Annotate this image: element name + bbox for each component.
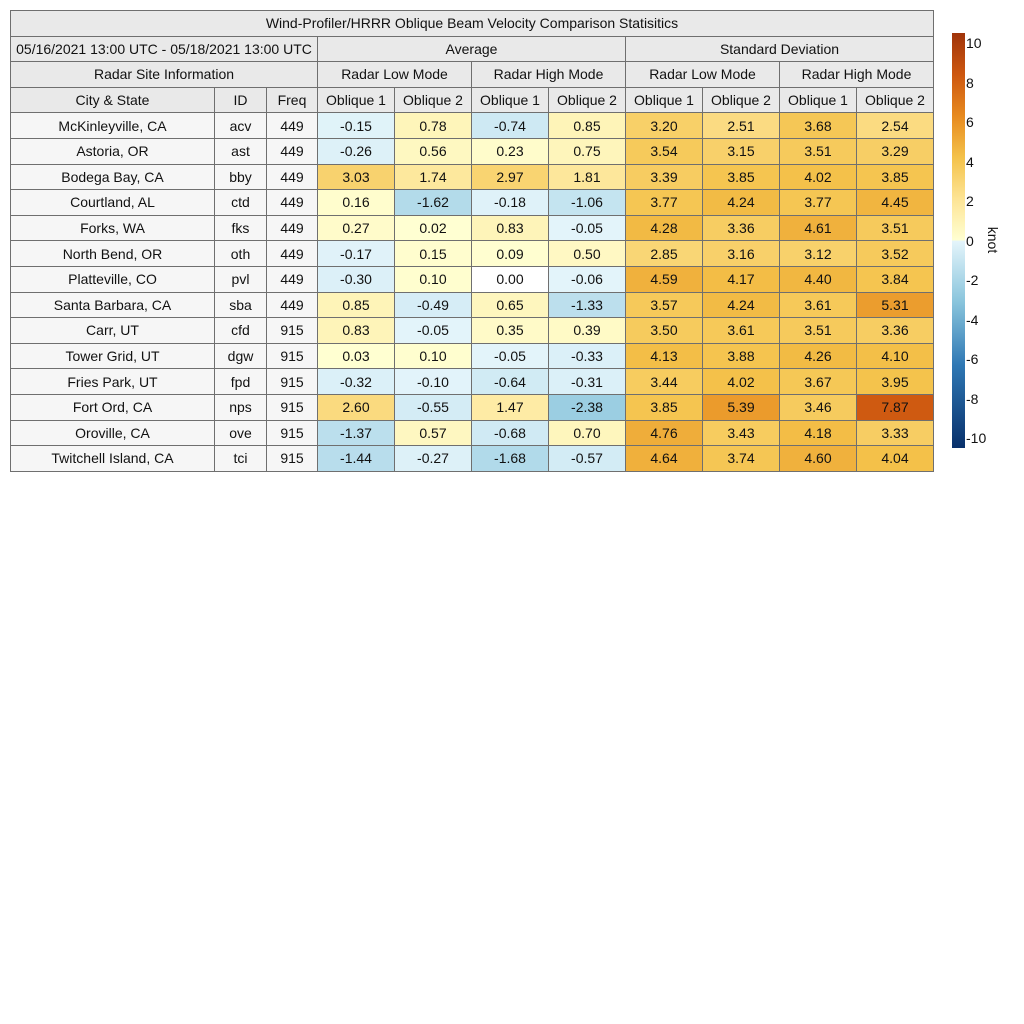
value-cell: 2.51 bbox=[703, 113, 780, 139]
column-header-id: ID bbox=[215, 87, 267, 113]
table-row bbox=[11, 446, 934, 472]
value-cell: 3.85 bbox=[703, 164, 780, 190]
value-cell: 4.45 bbox=[857, 190, 934, 216]
value-cell: 1.74 bbox=[395, 164, 472, 190]
value-cell: 3.15 bbox=[703, 138, 780, 164]
value-cell: 0.65 bbox=[472, 292, 549, 318]
column-header-oblique: Oblique 1 bbox=[318, 87, 395, 113]
site-id-cell: pvl bbox=[215, 266, 267, 292]
column-header-freq: Freq bbox=[267, 87, 318, 113]
value-cell: 3.39 bbox=[626, 164, 703, 190]
table-row bbox=[11, 292, 934, 318]
site-id-cell: tci bbox=[215, 446, 267, 472]
value-cell: 3.95 bbox=[857, 369, 934, 395]
column-header-oblique: Oblique 2 bbox=[703, 87, 780, 113]
value-cell: -0.64 bbox=[472, 369, 549, 395]
value-cell: 0.16 bbox=[318, 190, 395, 216]
value-cell: -0.26 bbox=[318, 138, 395, 164]
site-freq-cell: 449 bbox=[267, 113, 318, 139]
site-id-cell: ast bbox=[215, 138, 267, 164]
colorbar-tick-label: 4 bbox=[966, 153, 974, 170]
colorbar-tick-label: -2 bbox=[966, 272, 979, 288]
value-cell: 0.50 bbox=[549, 241, 626, 267]
radar-site-info-header: Radar Site Information bbox=[11, 62, 318, 88]
value-cell: 2.54 bbox=[857, 113, 934, 139]
value-cell: 5.39 bbox=[703, 394, 780, 420]
site-city-cell: McKinleyville, CA bbox=[11, 113, 215, 139]
value-cell: 3.77 bbox=[626, 190, 703, 216]
value-cell: -0.10 bbox=[395, 369, 472, 395]
table-row bbox=[11, 215, 934, 241]
site-city-cell: Carr, UT bbox=[11, 318, 215, 344]
value-cell: 4.10 bbox=[857, 343, 934, 369]
value-cell: -0.32 bbox=[318, 369, 395, 395]
colorbar-tick-label: -10 bbox=[966, 430, 987, 446]
value-cell: 0.78 bbox=[395, 113, 472, 139]
value-cell: -0.18 bbox=[472, 190, 549, 216]
column-header-oblique: Oblique 2 bbox=[549, 87, 626, 113]
group-header-standard-deviation: Standard Deviation bbox=[626, 36, 934, 62]
value-cell: 3.74 bbox=[703, 446, 780, 472]
table-row bbox=[11, 394, 934, 420]
value-cell: -1.37 bbox=[318, 420, 395, 446]
site-city-cell: Oroville, CA bbox=[11, 420, 215, 446]
value-cell: 0.70 bbox=[549, 420, 626, 446]
value-cell: -0.57 bbox=[549, 446, 626, 472]
value-cell: 0.56 bbox=[395, 138, 472, 164]
value-cell: -0.17 bbox=[318, 241, 395, 267]
value-cell: 3.44 bbox=[626, 369, 703, 395]
value-cell: 3.61 bbox=[780, 292, 857, 318]
value-cell: 0.27 bbox=[318, 215, 395, 241]
value-cell: 0.00 bbox=[472, 266, 549, 292]
site-id-cell: acv bbox=[215, 113, 267, 139]
value-cell: 3.51 bbox=[780, 318, 857, 344]
value-cell: 0.15 bbox=[395, 241, 472, 267]
value-cell: -0.05 bbox=[549, 215, 626, 241]
colorbar-tick-label: -8 bbox=[966, 390, 979, 407]
value-cell: 3.54 bbox=[626, 138, 703, 164]
site-freq-cell: 915 bbox=[267, 369, 318, 395]
site-city-cell: Fort Ord, CA bbox=[11, 394, 215, 420]
value-cell: 0.35 bbox=[472, 318, 549, 344]
site-freq-cell: 449 bbox=[267, 292, 318, 318]
colorbar-tick-label: 0 bbox=[966, 232, 974, 249]
site-freq-cell: 915 bbox=[267, 394, 318, 420]
value-cell: 3.33 bbox=[857, 420, 934, 446]
value-cell: -0.06 bbox=[549, 266, 626, 292]
site-freq-cell: 449 bbox=[267, 241, 318, 267]
colorbar-tick-label: -6 bbox=[966, 351, 979, 367]
site-id-cell: cfd bbox=[215, 318, 267, 344]
value-cell: 3.51 bbox=[780, 138, 857, 164]
value-cell: 3.84 bbox=[857, 266, 934, 292]
value-cell: 4.40 bbox=[780, 266, 857, 292]
site-id-cell: bby bbox=[215, 164, 267, 190]
value-cell: -0.27 bbox=[395, 446, 472, 472]
site-freq-cell: 449 bbox=[267, 190, 318, 216]
value-cell: 2.97 bbox=[472, 164, 549, 190]
site-id-cell: fpd bbox=[215, 369, 267, 395]
value-cell: 0.39 bbox=[549, 318, 626, 344]
value-cell: 4.17 bbox=[703, 266, 780, 292]
value-cell: 3.36 bbox=[703, 215, 780, 241]
value-cell: -0.33 bbox=[549, 343, 626, 369]
colorbar-unit-label: knot bbox=[985, 226, 1001, 254]
site-city-cell: Twitchell Island, CA bbox=[11, 446, 215, 472]
value-cell: -0.49 bbox=[395, 292, 472, 318]
value-cell: -0.55 bbox=[395, 394, 472, 420]
site-id-cell: ctd bbox=[215, 190, 267, 216]
value-cell: 4.04 bbox=[857, 446, 934, 472]
value-cell: 3.85 bbox=[857, 164, 934, 190]
value-cell: 4.64 bbox=[626, 446, 703, 472]
site-freq-cell: 449 bbox=[267, 164, 318, 190]
value-cell: 5.31 bbox=[857, 292, 934, 318]
value-cell: 4.76 bbox=[626, 420, 703, 446]
value-cell: 0.83 bbox=[318, 318, 395, 344]
colorbar bbox=[952, 33, 965, 448]
value-cell: -0.30 bbox=[318, 266, 395, 292]
column-header-oblique: Oblique 2 bbox=[857, 87, 934, 113]
value-cell: 0.85 bbox=[318, 292, 395, 318]
value-cell: 3.16 bbox=[703, 241, 780, 267]
value-cell: 0.02 bbox=[395, 215, 472, 241]
value-cell: -0.05 bbox=[395, 318, 472, 344]
site-id-cell: oth bbox=[215, 241, 267, 267]
site-id-cell: dgw bbox=[215, 343, 267, 369]
value-cell: 0.83 bbox=[472, 215, 549, 241]
table-row bbox=[11, 190, 934, 216]
site-city-cell: Astoria, OR bbox=[11, 138, 215, 164]
table-row bbox=[11, 266, 934, 292]
value-cell: 3.61 bbox=[703, 318, 780, 344]
value-cell: 0.10 bbox=[395, 343, 472, 369]
mode-header: Radar Low Mode bbox=[318, 62, 472, 88]
value-cell: -0.15 bbox=[318, 113, 395, 139]
value-cell: 3.43 bbox=[703, 420, 780, 446]
site-freq-cell: 915 bbox=[267, 446, 318, 472]
value-cell: 4.02 bbox=[703, 369, 780, 395]
value-cell: 3.12 bbox=[780, 241, 857, 267]
colorbar-tick-label: 10 bbox=[966, 35, 982, 51]
column-header-city-state: City & State bbox=[11, 87, 215, 113]
column-header-oblique: Oblique 1 bbox=[626, 87, 703, 113]
site-freq-cell: 449 bbox=[267, 266, 318, 292]
value-cell: 4.24 bbox=[703, 292, 780, 318]
value-cell: -1.06 bbox=[549, 190, 626, 216]
value-cell: 0.09 bbox=[472, 241, 549, 267]
colorbar-tick-label: -4 bbox=[966, 311, 979, 328]
site-id-cell: nps bbox=[215, 394, 267, 420]
colorbar-tick-label: 6 bbox=[966, 114, 974, 130]
value-cell: -0.31 bbox=[549, 369, 626, 395]
value-cell: -1.62 bbox=[395, 190, 472, 216]
value-cell: 4.61 bbox=[780, 215, 857, 241]
value-cell: 0.57 bbox=[395, 420, 472, 446]
value-cell: 3.51 bbox=[857, 215, 934, 241]
value-cell: -1.44 bbox=[318, 446, 395, 472]
value-cell: 4.28 bbox=[626, 215, 703, 241]
value-cell: 4.24 bbox=[703, 190, 780, 216]
colorbar-tick-label: 8 bbox=[966, 74, 974, 91]
site-city-cell: Forks, WA bbox=[11, 215, 215, 241]
site-freq-cell: 915 bbox=[267, 420, 318, 446]
site-city-cell: Tower Grid, UT bbox=[11, 343, 215, 369]
table-row bbox=[11, 164, 934, 190]
colorbar-gradient bbox=[952, 33, 965, 448]
value-cell: 3.68 bbox=[780, 113, 857, 139]
table-row bbox=[11, 241, 934, 267]
site-freq-cell: 915 bbox=[267, 343, 318, 369]
value-cell: 3.88 bbox=[703, 343, 780, 369]
value-cell: 3.85 bbox=[626, 394, 703, 420]
value-cell: 3.52 bbox=[857, 241, 934, 267]
site-city-cell: Bodega Bay, CA bbox=[11, 164, 215, 190]
colorbar-tick-label: 2 bbox=[966, 193, 974, 209]
table-row bbox=[11, 318, 934, 344]
mode-header: Radar Low Mode bbox=[626, 62, 780, 88]
value-cell: 3.50 bbox=[626, 318, 703, 344]
value-cell: 1.81 bbox=[549, 164, 626, 190]
table-row bbox=[11, 138, 934, 164]
site-city-cell: North Bend, OR bbox=[11, 241, 215, 267]
value-cell: -0.74 bbox=[472, 113, 549, 139]
value-cell: -1.68 bbox=[472, 446, 549, 472]
value-cell: -0.68 bbox=[472, 420, 549, 446]
value-cell: 2.85 bbox=[626, 241, 703, 267]
table-row bbox=[11, 343, 934, 369]
table-title: Wind-Profiler/HRRR Oblique Beam Velocity Comparison Statisitics bbox=[11, 11, 934, 37]
value-cell: 0.03 bbox=[318, 343, 395, 369]
column-header-oblique: Oblique 1 bbox=[472, 87, 549, 113]
value-cell: 4.60 bbox=[780, 446, 857, 472]
table-row bbox=[11, 420, 934, 446]
date-range: 05/16/2021 13:00 UTC - 05/18/2021 13:00 UTC bbox=[11, 36, 318, 62]
value-cell: 3.46 bbox=[780, 394, 857, 420]
mode-header: Radar High Mode bbox=[780, 62, 934, 88]
site-id-cell: sba bbox=[215, 292, 267, 318]
value-cell: 3.20 bbox=[626, 113, 703, 139]
value-cell: 4.13 bbox=[626, 343, 703, 369]
value-cell: 3.29 bbox=[857, 138, 934, 164]
value-cell: 4.18 bbox=[780, 420, 857, 446]
value-cell: 3.67 bbox=[780, 369, 857, 395]
value-cell: 0.10 bbox=[395, 266, 472, 292]
table-row bbox=[11, 369, 934, 395]
value-cell: 0.75 bbox=[549, 138, 626, 164]
site-id-cell: fks bbox=[215, 215, 267, 241]
value-cell: 3.36 bbox=[857, 318, 934, 344]
value-cell: 2.60 bbox=[318, 394, 395, 420]
value-cell: 0.23 bbox=[472, 138, 549, 164]
value-cell: 1.47 bbox=[472, 394, 549, 420]
value-cell: 4.02 bbox=[780, 164, 857, 190]
value-cell: 3.03 bbox=[318, 164, 395, 190]
value-cell: 4.59 bbox=[626, 266, 703, 292]
column-header-oblique: Oblique 2 bbox=[395, 87, 472, 113]
table-row bbox=[11, 113, 934, 139]
value-cell: 3.77 bbox=[780, 190, 857, 216]
value-cell: -2.38 bbox=[549, 394, 626, 420]
value-cell: -0.05 bbox=[472, 343, 549, 369]
group-header-average: Average bbox=[318, 36, 626, 62]
mode-header: Radar High Mode bbox=[472, 62, 626, 88]
value-cell: -1.33 bbox=[549, 292, 626, 318]
value-cell: 0.85 bbox=[549, 113, 626, 139]
site-city-cell: Courtland, AL bbox=[11, 190, 215, 216]
site-id-cell: ove bbox=[215, 420, 267, 446]
site-city-cell: Platteville, CO bbox=[11, 266, 215, 292]
value-cell: 3.57 bbox=[626, 292, 703, 318]
site-freq-cell: 449 bbox=[267, 138, 318, 164]
value-cell: 7.87 bbox=[857, 394, 934, 420]
statistics-table bbox=[10, 10, 934, 472]
site-freq-cell: 449 bbox=[267, 215, 318, 241]
value-cell: 4.26 bbox=[780, 343, 857, 369]
column-header-oblique: Oblique 1 bbox=[780, 87, 857, 113]
site-freq-cell: 915 bbox=[267, 318, 318, 344]
site-city-cell: Fries Park, UT bbox=[11, 369, 215, 395]
site-city-cell: Santa Barbara, CA bbox=[11, 292, 215, 318]
